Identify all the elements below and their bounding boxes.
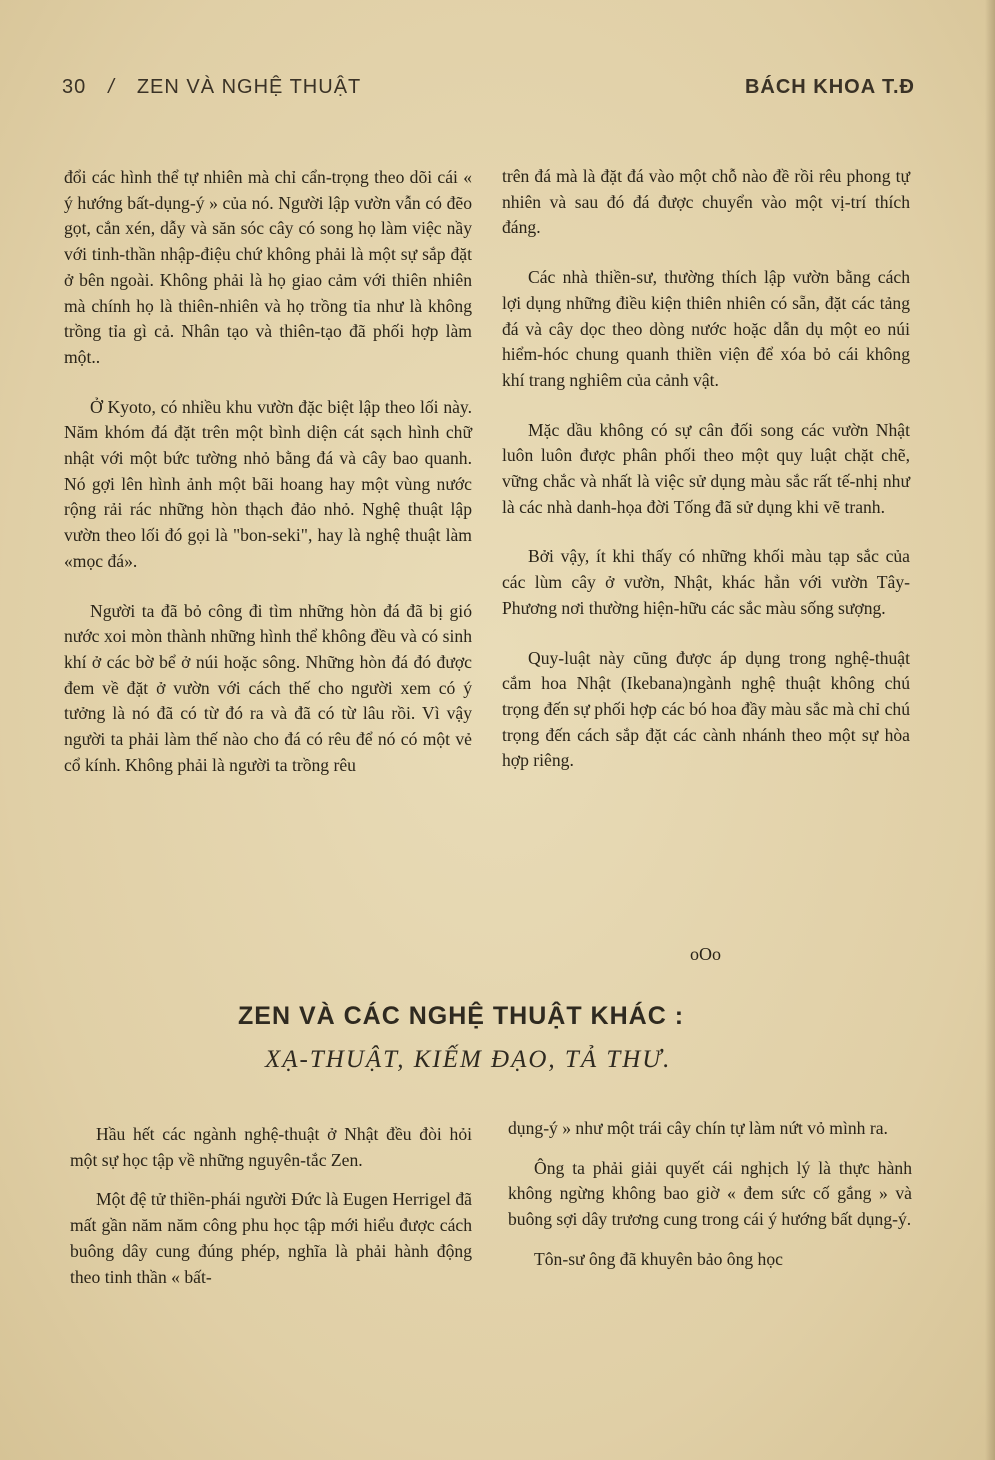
- column-bottom-left: [70, 1122, 472, 1304]
- paragraph: Bởi vậy, ít khi thấy có những khối màu tạp sắc của các lùm cây ở vườn, Nhật, khác hẳn với vườn Tây-Phương nơi thường hiện-hữu các sắc màu sống sượng.: [502, 546, 910, 618]
- paragraph: trên đá mà là đặt đá vào một chỗ nào đề rồi rêu phong tự nhiên và sau đó đá được chuyển vào một vị-trí thích đáng.: [502, 166, 910, 238]
- running-title: ZEN VÀ NGHỆ THUẬT: [136, 76, 362, 98]
- page-number: 30: [62, 76, 87, 98]
- column-top-right: [502, 164, 910, 798]
- paragraph: Hầu hết các ngành nghệ-thuật ở Nhật đều đòi hỏi một sự học tập về những nguyên-tắc Zen.: [70, 1124, 472, 1170]
- header-slash: /: [108, 76, 115, 98]
- paragraph: Ông ta phải giải quyết cái nghịch lý là thực hành không ngừng không bao giờ « đem sức cố gắng » và buông sợi dây trương cung trong cái ý hướng bất dụng-ý.: [508, 1157, 912, 1230]
- page-edge-shadow: [985, 0, 995, 1460]
- paragraph: đổi các hình thể tự nhiên mà chỉ cẩn-trọng theo dõi cái « ý hướng bất-dụng-ý » của nó. Người lập vườn vẫn có đẽo gọt, cắn xén, dẫy và săn sóc cây có song họ làm việc nầy với tinh-thần nhập-điệu chứ không phải là một sự sắp đặt ở bên ngoài. Không phải là họ giao cảm với thiên nhiên mà chính họ là thiên-nhiên và họ trồng tỉa như là không trồng tỉa gì cả. Nhân tạo và thiên-tạo đã phối hợp làm một..: [64, 167, 472, 367]
- header-left: [62, 76, 361, 99]
- page-header: [62, 76, 915, 110]
- paragraph: Quy-luật này cũng được áp dụng trong nghệ-thuật cắm hoa Nhật (Ikebana)ngành nghệ thuật không chú trọng đến sự phối hợp các bó hoa đầy màu sắc mà chỉ chú trọng đến cách sắp đặt các cành nhánh theo một sự hòa hợp riêng.: [502, 647, 910, 771]
- section-subtitle: XẠ-THUẬT, KIẾM ĐẠO, TẢ THƯ.: [265, 1046, 672, 1073]
- section-title: ZEN VÀ CÁC NGHỆ THUẬT KHÁC :: [238, 1002, 685, 1030]
- section-separator: oOo: [690, 944, 721, 964]
- paragraph: dụng-ý » như một trái cây chín tự làm nứt vỏ mình ra.: [508, 1118, 888, 1138]
- paragraph: Các nhà thiền-sư, thường thích lập vườn bằng cách lợi dụng những điều kiện thiên nhiên có sẵn, đặt các tảng đá và cây dọc theo dòng nước hoặc dẫn dụ một eo núi hiểm-hóc chung quanh thiền viện để xóa bỏ cái không khí trang nghiêm của cảnh vật.: [502, 267, 910, 390]
- paragraph: Ở Kyoto, có nhiều khu vườn đặc biệt lập theo lối này. Năm khóm đá đặt trên một bình diện cát sạch hình chữ nhật với một bức tường nhỏ bằng đá và cây bao quanh. Nó gợi lên hình ảnh một bãi hoang hay một vùng nước rộng rải rác những hòn thạch đảo nhỏ. Nghệ thuật lập vườn theo lối đó gọi là "bon-seki", hay là nghệ thuật làm «mọc đá».: [64, 396, 472, 571]
- column-bottom-right: [508, 1116, 912, 1287]
- magazine-name: BÁCH KHOA T.Đ: [744, 76, 915, 98]
- paragraph: Một đệ tử thiền-phái người Đức là Eugen Herrigel đã mất gần năm năm công phu học tập mới hiểu được cách buông dây cung đúng phép, nghĩa là phải hành động theo tinh thần « bất-: [70, 1189, 472, 1287]
- paragraph: Người ta đã bỏ công đi tìm những hòn đá đã bị gió nước xoi mòn thành những hình thể không đều và có sinh khí ở các bờ bể ở núi hoặc sông. Những hòn đá đó được đem về đặt ở vườn với cách thế cho người xem có ý tưởng là nó đã có từ đó ra và đã có từ lâu rồi. Vì vậy người ta phải làm thế nào cho đá có rêu để nó có một vẻ cổ kính. Không phải là người ta trồng rêu: [64, 600, 472, 775]
- paragraph: Mặc dầu không có sự cân đối song các vườn Nhật luôn luôn được phân phối theo một quy luật chặt chẽ, vững chắc và nhất là việc sử dụng màu sắc rất tế-nhị như là các nhà danh-họa đời Tống đã sử dụng khi vẽ tranh.: [502, 419, 910, 517]
- column-top-left: [64, 165, 472, 802]
- paragraph: Tôn-sư ông đã khuyên bảo ông học: [534, 1248, 783, 1269]
